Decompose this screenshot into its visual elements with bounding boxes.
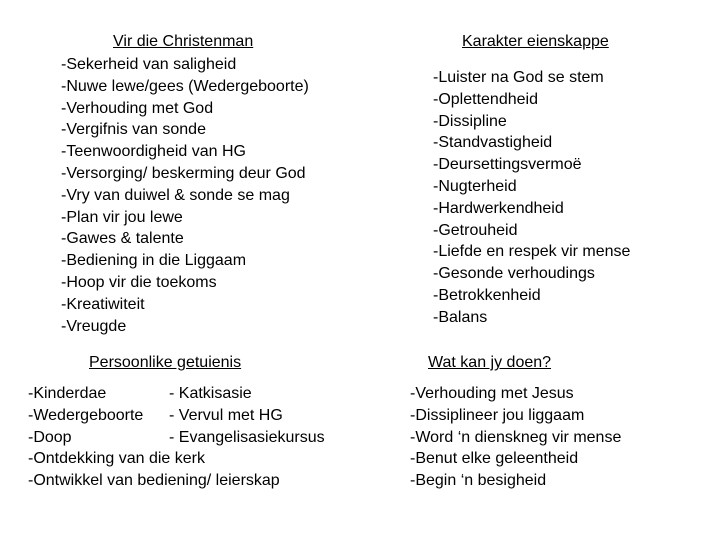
list-item: -Deursettingsvermoë — [433, 156, 582, 174]
list-item: -Versorging/ beskerming deur God — [61, 164, 306, 182]
list-item: -Nuwe lewe/gees (Wedergeboorte) — [61, 77, 309, 95]
heading-christian: Vir die Christenman — [113, 33, 254, 50]
testimony-row — [28, 427, 325, 449]
list-item: -Liefde en respek vir mense — [433, 243, 631, 261]
testimony-right: - Vervul met HG — [169, 406, 283, 424]
list-item: -Word ‘n dienskneg vir mense — [410, 428, 622, 446]
testimony-row — [28, 383, 325, 405]
list-item: -Standvastigheid — [433, 134, 553, 152]
list-item: -Hoop vir die toekoms — [61, 273, 217, 291]
heading-testimony: Persoonlike getuienis — [89, 354, 242, 371]
testimony-left: -Wedergeboorte — [28, 406, 144, 424]
testimony-row — [28, 405, 325, 427]
list-item: -Bediening in die Liggaam — [61, 252, 247, 270]
list-item: -Vry van duiwel & sonde se mag — [61, 186, 290, 204]
list-item: -Kreatiwiteit — [61, 295, 145, 313]
list-item: -Begin ‘n besigheid — [410, 472, 547, 490]
list-christian — [61, 54, 309, 337]
testimony-left: -Ontwikkel van bediening/ leierskap — [28, 472, 280, 490]
list-item: -Balans — [433, 308, 488, 326]
heading-action: Wat kan jy doen? — [428, 354, 552, 371]
list-item: -Gawes & talente — [61, 230, 184, 248]
list-item: -Betrokkenheid — [433, 286, 541, 304]
list-item: -Vergifnis van sonde — [61, 121, 206, 139]
list-character — [433, 67, 630, 329]
list-item: -Luister na God se stem — [433, 69, 604, 86]
list-item: -Oplettendheid — [433, 90, 538, 108]
testimony-right: - Evangelisasiekursus — [169, 428, 325, 446]
list-item: -Vreugde — [61, 317, 127, 335]
list-item: -Benut elke geleentheid — [410, 450, 579, 468]
list-item: -Gesonde verhoudings — [433, 265, 595, 283]
heading-character: Karakter eienskappe — [462, 33, 609, 50]
list-item: -Verhouding met Jesus — [410, 385, 574, 402]
testimony-right: - Katkisasie — [169, 385, 252, 402]
list-item: -Dissipline — [433, 112, 507, 130]
list-testimony — [28, 383, 325, 492]
list-item: -Dissiplineer jou liggaam — [410, 406, 585, 424]
testimony-left: -Doop — [28, 428, 72, 446]
list-item: -Sekerheid van saligheid — [61, 56, 237, 73]
list-item: -Getrouheid — [433, 221, 518, 239]
list-item: -Teenwoordigheid van HG — [61, 143, 246, 161]
list-item: -Nugterheid — [433, 177, 517, 195]
list-action — [410, 383, 621, 492]
list-item: -Verhouding met God — [61, 99, 214, 117]
testimony-row — [28, 448, 325, 470]
list-item: -Hardwerkendheid — [433, 199, 564, 217]
testimony-row — [28, 470, 325, 492]
list-item: -Plan vir jou lewe — [61, 208, 183, 226]
testimony-left: -Kinderdae — [28, 385, 107, 402]
testimony-left: -Ontdekking van die kerk — [28, 450, 205, 468]
